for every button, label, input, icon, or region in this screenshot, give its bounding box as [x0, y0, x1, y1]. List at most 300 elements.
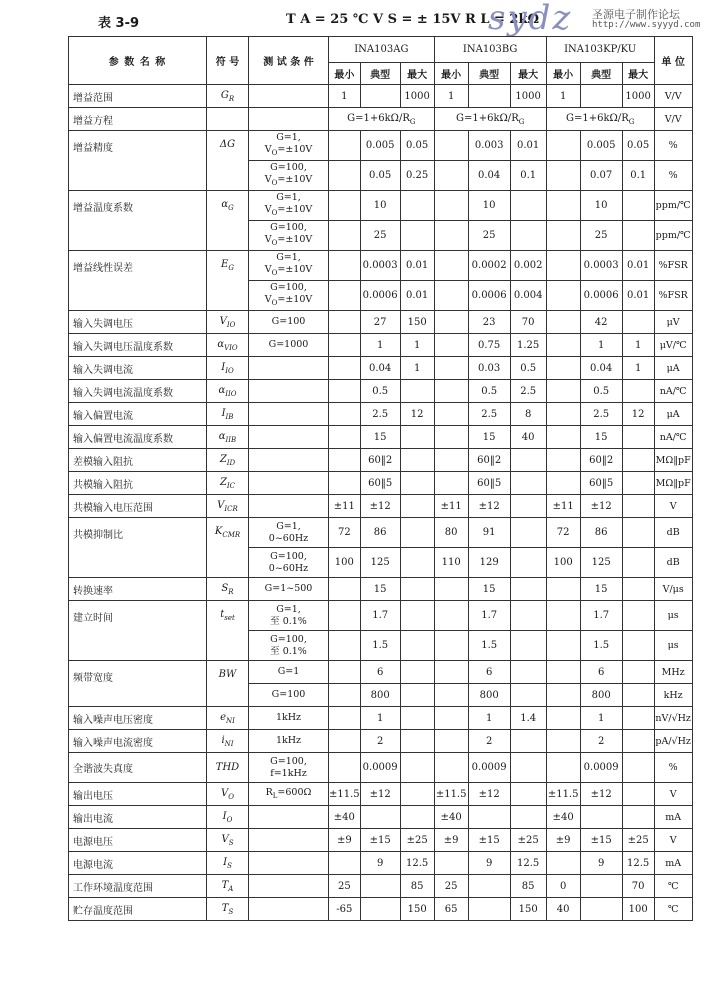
- table-row: [69, 518, 693, 548]
- value-cell: ±9: [434, 829, 468, 852]
- value-cell: [622, 518, 654, 548]
- value-cell: 0.0006: [580, 281, 622, 311]
- param-symbol: [207, 108, 249, 131]
- value-cell: 0.0002: [468, 251, 510, 281]
- test-condition: G=1: [249, 661, 329, 684]
- col-sub-typ: 典型: [360, 63, 400, 85]
- value-cell: 1.7: [580, 601, 622, 631]
- value-cell: ±12: [468, 495, 510, 518]
- value-cell: 15: [580, 578, 622, 601]
- value-cell: [622, 311, 654, 334]
- unit-cell: nA/℃: [654, 380, 692, 403]
- value-cell: [622, 753, 654, 783]
- value-cell: 129: [468, 548, 510, 578]
- unit-cell: dB: [654, 518, 692, 548]
- value-cell: 1.7: [468, 601, 510, 631]
- table-row: [69, 578, 693, 601]
- value-cell: [622, 426, 654, 449]
- value-cell: 150: [510, 898, 546, 921]
- unit-cell: MΩ‖pF: [654, 449, 692, 472]
- value-cell: [400, 707, 434, 730]
- value-cell: [434, 852, 468, 875]
- value-cell: [434, 311, 468, 334]
- unit-cell: %: [654, 131, 692, 161]
- value-cell: 72: [546, 518, 580, 548]
- value-cell: [400, 449, 434, 472]
- value-cell: [468, 898, 510, 921]
- value-cell: [622, 221, 654, 251]
- value-cell: ±11.5: [546, 783, 580, 806]
- value-cell: [434, 221, 468, 251]
- param-name: 输出电压: [69, 783, 207, 806]
- test-condition: [249, 357, 329, 380]
- param-name: 电源电流: [69, 852, 207, 875]
- value-cell: 1: [546, 85, 580, 108]
- value-cell: [400, 221, 434, 251]
- value-cell: [434, 403, 468, 426]
- test-condition: [249, 108, 329, 131]
- test-condition: $R_L=600\Omega$: [249, 783, 329, 806]
- value-cell: 0.05: [360, 161, 400, 191]
- value-cell: 2: [468, 730, 510, 753]
- value-cell: [510, 661, 546, 684]
- value-cell: [434, 251, 468, 281]
- value-cell: 150: [400, 311, 434, 334]
- value-cell: [510, 495, 546, 518]
- value-cell: 0.03: [468, 357, 510, 380]
- param-symbol: $V_{IO}$: [207, 311, 249, 334]
- test-condition: G=100, $V_O=\pm 10V$: [249, 221, 329, 251]
- value-cell: 2.5: [580, 403, 622, 426]
- value-cell: 0.002: [510, 251, 546, 281]
- param-symbol: $i_{NI}$: [207, 730, 249, 753]
- value-cell: [329, 449, 361, 472]
- test-condition: G=100, f=1kHz: [249, 753, 329, 783]
- value-cell: [434, 707, 468, 730]
- test-condition: G=1, $V_O=\pm 10V$: [249, 131, 329, 161]
- test-condition: [249, 472, 329, 495]
- value-cell: [622, 661, 654, 684]
- value-cell: [546, 221, 580, 251]
- value-cell: [546, 251, 580, 281]
- value-cell: 12.5: [510, 852, 546, 875]
- gain-equation: $G=1+6k\Omega/R_G$: [329, 108, 435, 131]
- param-symbol: $S_R$: [207, 578, 249, 601]
- value-cell: [580, 806, 622, 829]
- test-condition: [249, 875, 329, 898]
- value-cell: 72: [329, 518, 361, 548]
- value-cell: [510, 753, 546, 783]
- value-cell: [434, 601, 468, 631]
- unit-cell: ℃: [654, 875, 692, 898]
- table-row: [69, 730, 693, 753]
- value-cell: 60‖5: [580, 472, 622, 495]
- value-cell: [580, 898, 622, 921]
- gain-equation: $G=1+6k\Omega/R_G$: [434, 108, 546, 131]
- value-cell: [510, 601, 546, 631]
- value-cell: [329, 472, 361, 495]
- value-cell: [546, 357, 580, 380]
- unit-cell: %: [654, 753, 692, 783]
- value-cell: 0.5: [360, 380, 400, 403]
- value-cell: 6: [360, 661, 400, 684]
- table-row: [69, 85, 693, 108]
- value-cell: [546, 380, 580, 403]
- value-cell: [434, 730, 468, 753]
- value-cell: 0.01: [400, 281, 434, 311]
- value-cell: [400, 783, 434, 806]
- param-symbol: $G_R$: [207, 85, 249, 108]
- table-row: [69, 783, 693, 806]
- value-cell: 1: [622, 357, 654, 380]
- param-name: 增益范围: [69, 85, 207, 108]
- test-condition: G=1000: [249, 334, 329, 357]
- value-cell: [622, 684, 654, 707]
- value-cell: ±40: [329, 806, 361, 829]
- value-cell: ±11.5: [329, 783, 361, 806]
- value-cell: [400, 684, 434, 707]
- unit-cell: mA: [654, 806, 692, 829]
- value-cell: 110: [434, 548, 468, 578]
- value-cell: [329, 403, 361, 426]
- value-cell: ±25: [622, 829, 654, 852]
- col-param: 参 数 名 称: [69, 37, 207, 85]
- value-cell: 12.5: [622, 852, 654, 875]
- value-cell: 0.04: [468, 161, 510, 191]
- param-name: 输入偏置电流: [69, 403, 207, 426]
- table-number: 表 3-9: [98, 16, 140, 31]
- value-cell: [468, 806, 510, 829]
- value-cell: [329, 684, 361, 707]
- value-cell: 0.75: [468, 334, 510, 357]
- unit-cell: V/μs: [654, 578, 692, 601]
- value-cell: [434, 661, 468, 684]
- value-cell: 25: [434, 875, 468, 898]
- param-name: 共模输入电压范围: [69, 495, 207, 518]
- value-cell: 0.05: [400, 131, 434, 161]
- unit-cell: mA: [654, 852, 692, 875]
- param-name: 输入噪声电压密度: [69, 707, 207, 730]
- value-cell: ±15: [580, 829, 622, 852]
- value-cell: [546, 707, 580, 730]
- param-name: 贮存温度范围: [69, 898, 207, 921]
- value-cell: 8: [510, 403, 546, 426]
- table-row: [69, 334, 693, 357]
- value-cell: 800: [580, 684, 622, 707]
- value-cell: 60‖5: [360, 472, 400, 495]
- value-cell: [329, 380, 361, 403]
- table-header: [0, 0, 705, 36]
- value-cell: 60‖5: [468, 472, 510, 495]
- value-cell: 1.4: [510, 707, 546, 730]
- unit-cell: V/V: [654, 108, 692, 131]
- value-cell: 0.25: [400, 161, 434, 191]
- value-cell: [546, 311, 580, 334]
- unit-cell: μV/℃: [654, 334, 692, 357]
- test-condition: [249, 426, 329, 449]
- col-sub-max: 最大: [510, 63, 546, 85]
- table-row: [69, 472, 693, 495]
- value-cell: [546, 852, 580, 875]
- value-cell: [546, 161, 580, 191]
- value-cell: [329, 426, 361, 449]
- table-row: [69, 898, 693, 921]
- value-cell: [329, 661, 361, 684]
- value-cell: [510, 191, 546, 221]
- col-group-ag: INA103AG: [329, 37, 435, 63]
- param-name: 电源电压: [69, 829, 207, 852]
- value-cell: 0.004: [510, 281, 546, 311]
- param-name: 输入失调电流温度系数: [69, 380, 207, 403]
- value-cell: 2: [360, 730, 400, 753]
- value-cell: [400, 495, 434, 518]
- value-cell: [434, 161, 468, 191]
- param-name: 转换速率: [69, 578, 207, 601]
- watermark-logo: sydz: [488, 0, 573, 38]
- test-condition: [249, 829, 329, 852]
- col-sub-max: 最大: [400, 63, 434, 85]
- value-cell: [622, 380, 654, 403]
- value-cell: [434, 631, 468, 661]
- test-condition: [249, 495, 329, 518]
- test-condition: [249, 806, 329, 829]
- param-symbol: $I_{IO}$: [207, 357, 249, 380]
- value-cell: [434, 684, 468, 707]
- value-cell: 86: [580, 518, 622, 548]
- unit-cell: V: [654, 495, 692, 518]
- value-cell: [329, 578, 361, 601]
- value-cell: [510, 631, 546, 661]
- value-cell: 125: [360, 548, 400, 578]
- value-cell: [622, 472, 654, 495]
- value-cell: 9: [580, 852, 622, 875]
- value-cell: [400, 661, 434, 684]
- value-cell: [546, 730, 580, 753]
- param-symbol: $V_O$: [207, 783, 249, 806]
- value-cell: [434, 472, 468, 495]
- value-cell: 91: [468, 518, 510, 548]
- value-cell: 60‖2: [360, 449, 400, 472]
- value-cell: 65: [434, 898, 468, 921]
- table-row: [69, 449, 693, 472]
- unit-cell: MHz: [654, 661, 692, 684]
- value-cell: ±25: [400, 829, 434, 852]
- param-name: 输入失调电压温度系数: [69, 334, 207, 357]
- value-cell: [546, 601, 580, 631]
- col-unit: 单 位: [654, 37, 692, 85]
- value-cell: [400, 730, 434, 753]
- value-cell: 125: [580, 548, 622, 578]
- param-name: 输入失调电压: [69, 311, 207, 334]
- col-sub-min: 最小: [546, 63, 580, 85]
- col-sub-min: 最小: [329, 63, 361, 85]
- value-cell: [329, 357, 361, 380]
- value-cell: 12: [622, 403, 654, 426]
- param-name: 全谐波失真度: [69, 753, 207, 783]
- value-cell: 1.5: [468, 631, 510, 661]
- unit-cell: nV/√Hz: [654, 707, 692, 730]
- col-sub-min: 最小: [434, 63, 468, 85]
- col-group-kp: INA103KP/KU: [546, 37, 654, 63]
- value-cell: 1.7: [360, 601, 400, 631]
- test-condition: G=1, 至 0.1%: [249, 601, 329, 631]
- value-cell: 25: [360, 221, 400, 251]
- table-row: [69, 661, 693, 684]
- test-condition: G=100: [249, 684, 329, 707]
- param-symbol: $T_S$: [207, 898, 249, 921]
- value-cell: 1.25: [510, 334, 546, 357]
- value-cell: 6: [580, 661, 622, 684]
- value-cell: [510, 472, 546, 495]
- value-cell: [510, 783, 546, 806]
- value-cell: [546, 753, 580, 783]
- value-cell: 0.04: [360, 357, 400, 380]
- param-symbol: BW: [207, 661, 249, 707]
- value-cell: 0.01: [622, 281, 654, 311]
- test-condition: [249, 852, 329, 875]
- watermark-url: http://www.syyyd.com: [592, 20, 701, 30]
- value-cell: ±12: [580, 495, 622, 518]
- value-cell: 40: [510, 426, 546, 449]
- value-cell: [546, 191, 580, 221]
- value-cell: 0.1: [510, 161, 546, 191]
- value-cell: [434, 334, 468, 357]
- value-cell: 0: [546, 875, 580, 898]
- value-cell: 0.01: [622, 251, 654, 281]
- value-cell: 12: [400, 403, 434, 426]
- value-cell: 10: [468, 191, 510, 221]
- gain-equation: $G=1+6k\Omega/R_G$: [546, 108, 654, 131]
- value-cell: 1000: [510, 85, 546, 108]
- value-cell: 100: [546, 548, 580, 578]
- test-condition: G=1, 0~60Hz: [249, 518, 329, 548]
- param-name: 输入偏置电流温度系数: [69, 426, 207, 449]
- value-cell: 70: [622, 875, 654, 898]
- unit-cell: kHz: [654, 684, 692, 707]
- table-row: [69, 251, 693, 281]
- param-name: 频带宽度: [69, 661, 207, 707]
- param-name: 增益温度系数: [69, 191, 207, 251]
- value-cell: [434, 578, 468, 601]
- value-cell: 1000: [400, 85, 434, 108]
- table-row: [69, 707, 693, 730]
- param-symbol: $Z_{ID}$: [207, 449, 249, 472]
- param-symbol: $\alpha_{VIO}$: [207, 334, 249, 357]
- value-cell: [510, 518, 546, 548]
- col-sub-max: 最大: [622, 63, 654, 85]
- value-cell: [400, 601, 434, 631]
- value-cell: [546, 631, 580, 661]
- value-cell: [400, 191, 434, 221]
- value-cell: [329, 221, 361, 251]
- table-row: [69, 875, 693, 898]
- param-symbol: $e_{NI}$: [207, 707, 249, 730]
- param-name: 增益方程: [69, 108, 207, 131]
- param-name: 工作环境温度范围: [69, 875, 207, 898]
- unit-cell: %FSR: [654, 251, 692, 281]
- param-symbol: $Z_{IC}$: [207, 472, 249, 495]
- value-cell: [622, 495, 654, 518]
- value-cell: 1: [360, 334, 400, 357]
- test-condition: [249, 85, 329, 108]
- value-cell: [360, 85, 400, 108]
- value-cell: [400, 578, 434, 601]
- param-symbol: $\alpha_{IIO}$: [207, 380, 249, 403]
- param-symbol: $I_O$: [207, 806, 249, 829]
- value-cell: [400, 548, 434, 578]
- value-cell: [468, 875, 510, 898]
- value-cell: [400, 631, 434, 661]
- unit-cell: %FSR: [654, 281, 692, 311]
- value-cell: [329, 161, 361, 191]
- value-cell: ±11: [329, 495, 361, 518]
- table-row: [69, 753, 693, 783]
- value-cell: 0.04: [580, 357, 622, 380]
- value-cell: ±40: [546, 806, 580, 829]
- value-cell: [622, 707, 654, 730]
- value-cell: 0.07: [580, 161, 622, 191]
- value-cell: 100: [329, 548, 361, 578]
- table-row: [69, 852, 693, 875]
- value-cell: 9: [360, 852, 400, 875]
- value-cell: ±9: [546, 829, 580, 852]
- value-cell: 0.0006: [468, 281, 510, 311]
- value-cell: [510, 730, 546, 753]
- test-condition: [249, 449, 329, 472]
- unit-cell: ppm/℃: [654, 221, 692, 251]
- col-group-bg: INA103BG: [434, 37, 546, 63]
- unit-cell: μV: [654, 311, 692, 334]
- value-cell: [360, 898, 400, 921]
- value-cell: 1.5: [360, 631, 400, 661]
- value-cell: [329, 730, 361, 753]
- param-name: 输出电流: [69, 806, 207, 829]
- value-cell: [468, 85, 510, 108]
- unit-cell: μs: [654, 631, 692, 661]
- param-name: 差模输入阻抗: [69, 449, 207, 472]
- value-cell: ±40: [434, 806, 468, 829]
- value-cell: [434, 357, 468, 380]
- value-cell: [434, 449, 468, 472]
- value-cell: [546, 472, 580, 495]
- value-cell: 1: [400, 357, 434, 380]
- value-cell: [546, 578, 580, 601]
- param-symbol: $V_S$: [207, 829, 249, 852]
- param-symbol: $\alpha_{IIB}$: [207, 426, 249, 449]
- table-row: [69, 311, 693, 334]
- test-condition: G=100, $V_O=\pm 10V$: [249, 161, 329, 191]
- value-cell: 1: [434, 85, 468, 108]
- value-cell: 0.5: [510, 357, 546, 380]
- test-condition: G=1~500: [249, 578, 329, 601]
- table-row: [69, 601, 693, 631]
- param-name: 增益线性误差: [69, 251, 207, 311]
- table-row: [69, 806, 693, 829]
- value-cell: [510, 578, 546, 601]
- value-cell: 1.5: [580, 631, 622, 661]
- value-cell: ±12: [580, 783, 622, 806]
- value-cell: [400, 426, 434, 449]
- value-cell: [580, 875, 622, 898]
- value-cell: [622, 631, 654, 661]
- value-cell: ±15: [468, 829, 510, 852]
- value-cell: [580, 85, 622, 108]
- test-condition: G=100: [249, 311, 329, 334]
- param-symbol: $I_S$: [207, 852, 249, 875]
- table-row: [69, 426, 693, 449]
- value-cell: 0.0003: [580, 251, 622, 281]
- value-cell: [546, 131, 580, 161]
